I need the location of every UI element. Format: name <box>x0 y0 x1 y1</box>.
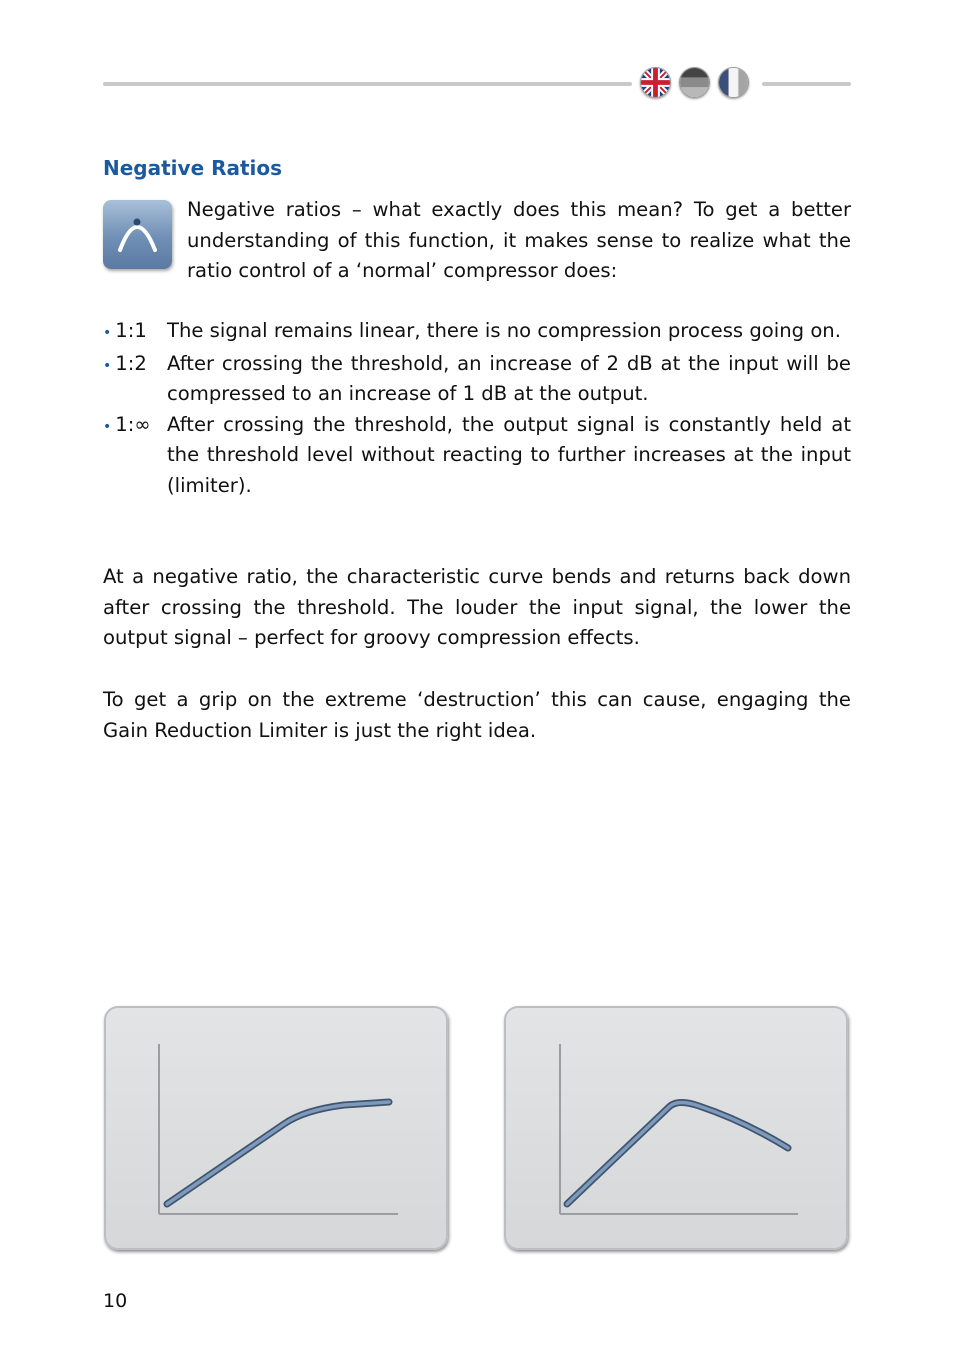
uk-flag-icon[interactable] <box>640 67 671 98</box>
bullet-icon: • <box>103 418 112 435</box>
list-item <box>103 316 851 349</box>
compression-curve-graph <box>104 1006 448 1250</box>
ratio-description: The signal remains linear, there is no compression process going on. <box>167 319 841 342</box>
list-item <box>103 410 851 502</box>
header-rule-right <box>762 82 851 86</box>
german-flag-icon[interactable] <box>679 67 710 98</box>
curve-shadow <box>567 1103 788 1205</box>
ratio-key: 1:2 <box>115 351 147 375</box>
section-heading: Negative Ratios <box>103 156 283 180</box>
negative-ratio-paragraph: At a negative ratio, the characteristic curve bends and returns back down after crossing the threshold. The louder the input signal, the lower the output signal – perfect for groovy compression effects. <box>103 565 851 650</box>
curve-line <box>567 1103 788 1205</box>
negative-ratio-icon <box>103 200 172 269</box>
page-number: 10 <box>103 1290 128 1312</box>
header-rule-left <box>103 82 632 86</box>
curve-shadow <box>167 1102 389 1204</box>
ratio-description: After crossing the threshold, the output signal is constantly held at the threshold level without reacting to further increases at the input (limiter). <box>167 412 851 497</box>
ratio-key: 1:1 <box>115 319 147 342</box>
intro-paragraph: Negative ratios – what exactly does this mean? To get a better understanding of this function, it makes sense to realize what the ratio control of a ‘normal’ compressor does: <box>187 198 851 283</box>
limiter-paragraph: To get a grip on the extreme ‘destruction’ this can cause, engaging the Gain Reduction Limiter is just the right idea. <box>103 688 851 742</box>
ratio-description: After crossing the threshold, an increase of 2 dB at the input will be compressed to an increase of 1 dB at the output. <box>167 351 851 406</box>
list-item <box>103 349 851 410</box>
bullet-icon: • <box>103 325 112 341</box>
ratio-list <box>103 316 851 502</box>
negative-ratio-curve-graph <box>504 1006 848 1250</box>
language-selector <box>640 67 749 98</box>
french-flag-icon[interactable] <box>718 67 749 98</box>
curve-line <box>167 1102 389 1204</box>
bullet-icon: • <box>103 357 112 374</box>
ratio-key: 1:∞ <box>115 412 151 436</box>
